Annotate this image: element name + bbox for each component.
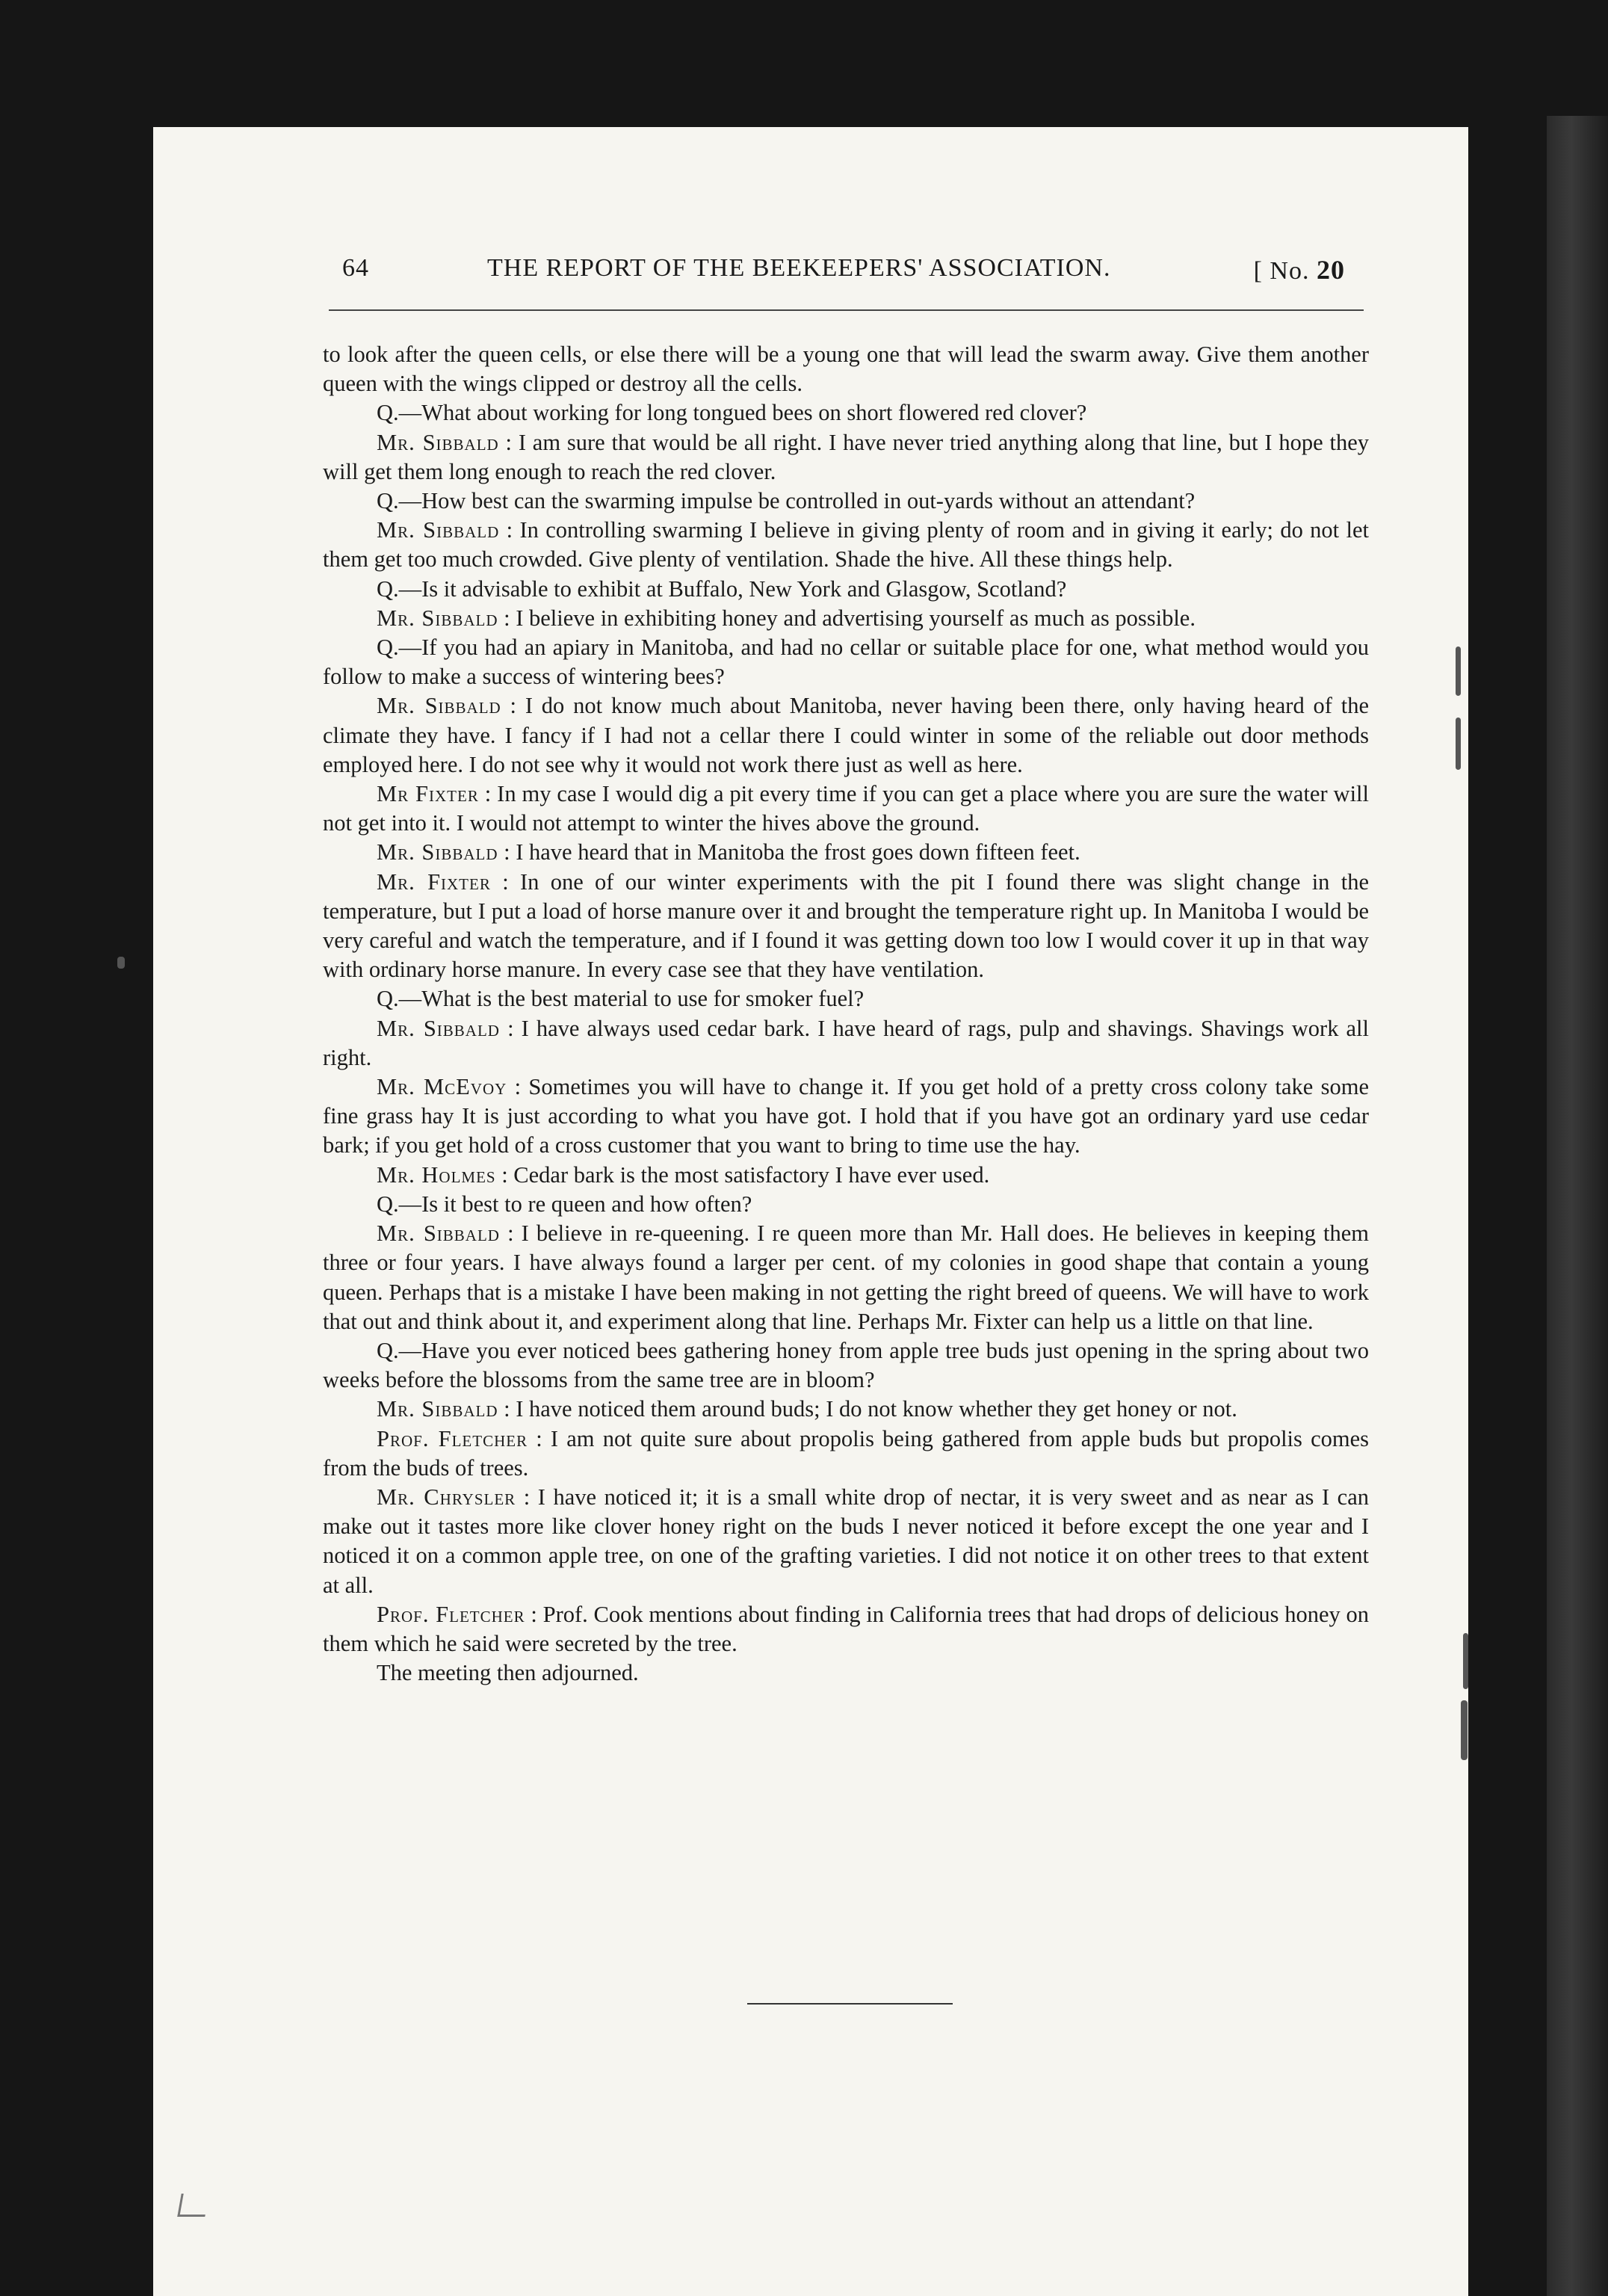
running-header [329,254,1360,287]
body-text [323,340,1369,1688]
paragraph [323,1658,1369,1688]
paragraph [323,1219,1369,1336]
paragraph-text: : Cedar bark is the most satisfactory I have ever used. [501,1161,990,1188]
paragraph-text: : In my case I would dig a pit every time if you can get a place where you are sure the water will not get into it. I would not attempt to winter the hives above the ground. [323,781,1370,836]
paragraph [323,1161,1369,1190]
paragraph-text: : I have noticed it; it is a small white drop of nectar, it is very sweet and as near as I can make out it tastes more like clover honey right on the buds I never noticed it before except the one year and I noticed it on a common apple tree, on one of the grafting varieties. I did not notice it on other trees to that extent at all. [323,1484,1369,1598]
paragraph-text: Q.—Is it advisable to exhibit at Buffalo, New York and Glasgow, Scotland? [377,575,1067,602]
paragraph [323,838,1369,867]
paragraph [323,487,1369,516]
book-spine-edge [1547,116,1608,2296]
paragraph [323,984,1369,1013]
paragraph-text: : I have always used cedar bark. I have heard of rags, pulp and shavings. Shavings work all right. [323,1015,1370,1070]
speaker-name: Mr Fixter [377,781,479,807]
paragraph [323,575,1369,604]
speaker-name: Mr. Sibbald [377,1396,498,1422]
paragraph-text: : I have heard that in Manitoba the frost goes down fifteen feet. [504,839,1080,865]
paragraph [323,633,1369,691]
speaker-name: Mr. Chrysler [377,1484,516,1510]
paragraph-text: Q.—How best can the swarming impulse be controlled in out-yards without an attendant? [377,488,1196,514]
paragraph-text: Q.—Is it best to re queen and how often? [377,1191,752,1217]
speaker-name: Mr. Fixter [377,868,491,895]
paragraph-text: : I am not quite sure about propolis being gathered from apple buds but propolis comes from the buds of trees. [323,1425,1369,1481]
paragraph-text: : I believe in exhibiting honey and advertising yourself as much as possible. [504,605,1196,631]
speaker-name: Mr. Holmes [377,1161,496,1188]
report-number-value: 20 [1317,255,1345,285]
report-number-prefix: [ No. [1253,257,1310,285]
corner-fold [177,2194,208,2217]
paragraph-text: : I do not know much about Manitoba, never having been there, only having heard of the climate they have. I fancy if I had not a cellar there I could winter in some of the reliable out door methods employed here. I do not see why it would not work there just as well as here. [323,693,1370,777]
paragraph-text: Q.—What is the best material to use for smoker fuel? [377,986,865,1012]
speaker-name: Mr. Sibbald [377,839,498,865]
paragraph [323,604,1369,633]
paragraph [323,428,1369,487]
paragraph-text: : Prof. Cook mentions about finding in California trees that had drops of delicious honey on them which he said were secreted by the tree. [323,1601,1369,1656]
paragraph [323,1190,1369,1219]
paragraph [323,516,1369,574]
speaker-name: Mr. McEvoy [377,1074,507,1100]
speaker-name: Mr. Sibbald [377,605,498,631]
paragraph [323,1014,1369,1073]
paragraph-text: : I believe in re-queening. I re queen more than Mr. Hall does. He believes in keeping them three or four years. I have always found a larger per cent. of my colonies in good shape that contain a young queen. Perhaps that is a mistake I have been making in not getting the right breed of queens. We will have to work that out and think about it, and experiment along that line. Perhaps Mr. Fixter can help us a little on that line. [323,1220,1370,1334]
speaker-name: Mr. Sibbald [377,693,501,719]
speaker-name: Mr. Sibbald [377,1220,500,1247]
speaker-name: Mr. Sibbald [377,517,500,543]
paragraph-text: : I am sure that would be all right. I have never tried anything along that line, but I hope they will get them long enough to reach the red clover. [323,429,1369,484]
paragraph [323,340,1369,398]
page-number: 64 [342,254,369,282]
speaker-name: Prof. Fletcher [377,1601,525,1627]
paragraph [323,1336,1369,1395]
paragraph-text: to look after the queen cells, or else there will be a young one that will lead the swarm away. Give them another queen with the wings clipped or destroy all the cells. [323,342,1369,397]
report-number [1254,254,1345,286]
binding-mark [117,957,125,969]
paragraph [323,691,1369,780]
paragraph-text: The meeting then adjourned. [377,1660,639,1686]
paragraph [323,1600,1369,1658]
paragraph-text: : Sometimes you will have to change it. If you get hold of a pretty cross colony take some fine grass hay It is just according to what you have got. I hold that if you have got an ordinary yard use cedar bark; if you get hold of a cross customer that you want to bring to time use the hay. [323,1074,1370,1158]
header-rule [329,309,1364,311]
binding-mark [1461,1700,1468,1760]
paragraph [323,1073,1369,1161]
paragraph [323,780,1369,838]
binding-mark [1456,718,1461,770]
paragraph [323,1483,1369,1600]
paragraph-text: : I have noticed them around buds; I do not know whether they get honey or not. [504,1396,1237,1422]
paragraph-text: Q.—If you had an apiary in Manitoba, and had no cellar or suitable place for one, what method would you follow to make a success of wintering bees? [323,635,1369,690]
paragraph-text: Q.—Have you ever noticed bees gathering honey from apple tree buds just opening in the spring about two weeks before the blossoms from the same tree are in bloom? [323,1337,1369,1393]
speaker-name: Mr. Sibbald [377,1015,500,1041]
speaker-name: Mr. Sibbald [377,429,499,455]
running-title: THE REPORT OF THE BEEKEEPERS' ASSOCIATION. [487,254,1111,282]
end-rule [747,2003,953,2005]
binding-mark [1456,646,1461,696]
paragraph-text: Q.—What about working for long tongued bees on short flowered red clover? [377,400,1087,426]
paragraph-text: : In one of our winter experiments with the pit I found there was slight change in the temperature, but I put a load of horse manure over it and brought the temperature right up. In Manitoba I would be very careful and watch the temperature, and if I found it was getting down too low I would cover it up in that way with ordinary horse manure. In every case see that they have ventilation. [323,868,1370,983]
paragraph [323,1395,1369,1424]
binding-mark [1463,1633,1468,1689]
speaker-name: Prof. Fletcher [377,1425,528,1451]
paragraph-text: : In controlling swarming I believe in giving plenty of room and in giving it early; do not let them get too much crowded. Give plenty of ventilation. Shade the hive. All these things help. [323,517,1369,573]
paragraph [323,1425,1369,1483]
paragraph [323,868,1369,985]
paragraph [323,398,1369,428]
